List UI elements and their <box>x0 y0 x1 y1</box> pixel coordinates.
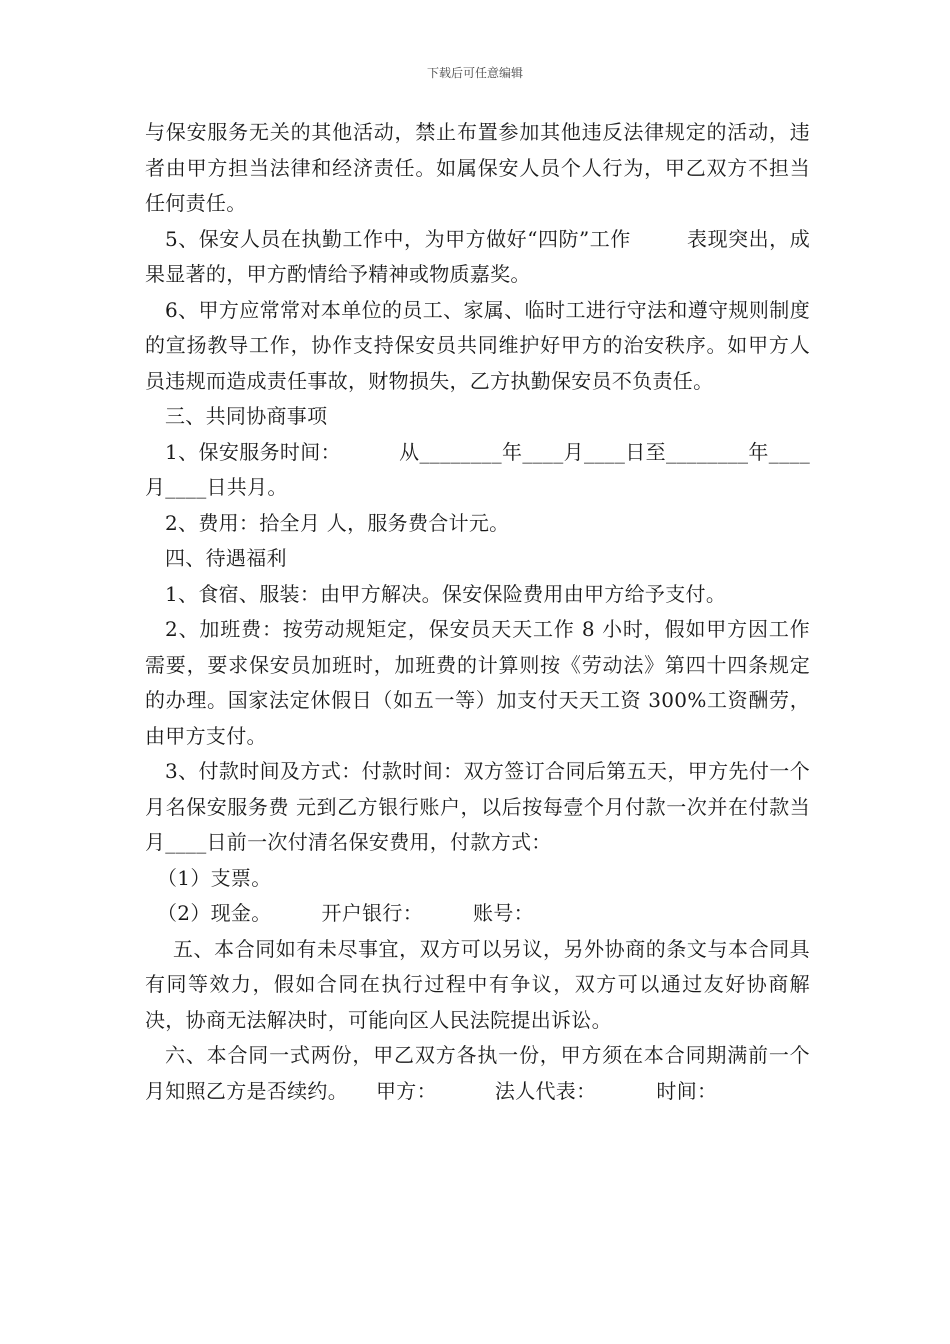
section-5-paragraph: 五、本合同如有未尽事宜，双方可以另议，另外协商的条文与本合同具有同等效力，假如合同在执行过程中有争议，双方可以通过友好协商解决，协商无法解决时，可能向区人民法院提出诉讼。 <box>145 936 810 1032</box>
sign-party-a: 甲方： <box>376 1078 437 1103</box>
fee-line: 2、费用：拾全月 人，服务费合计元。 <box>165 510 510 535</box>
paragraph-item-6: 6、甲方应常常对本单位的员工、家属、临时工进行守法和遵守规则制度的宣扬教导工作，协作支持保安员共同维护好甲方的治安秩序。如甲方人员违规而造成责任事故，财物损失，乙方执勤保安员不负责任。 <box>145 297 810 393</box>
paragraph-intro: 与保安服务无关的其他活动，禁止布置参加其他违反法律规定的活动，违者由甲方担当法律和经济责任。如属保安人员个人行为，甲乙双方不担当任何责任。 <box>145 120 810 215</box>
welfare-item-1: 1、食宿、服装：由甲方解决。保安保险费用由甲方给予支付。 <box>165 581 727 606</box>
sign-time: 时间： <box>656 1078 718 1103</box>
page-header: 下载后可任意编辑 <box>426 66 523 80</box>
payment-option-2-line <box>145 896 810 932</box>
document-body <box>145 115 810 1109</box>
section-3-heading: 三、共同协商事项 <box>165 404 328 428</box>
account-label: 账号： <box>473 901 534 925</box>
service-time-line <box>145 435 810 506</box>
service-time-value: 从________年____月____日至________年____月____日共月。 <box>145 439 810 499</box>
service-time-label: 1、保安服务时间： <box>165 439 342 464</box>
section-6-paragraph <box>145 1038 810 1109</box>
section-4-heading: 四、待遇福利 <box>165 546 287 570</box>
item-5-text-a: 5、保安人员在执勤工作中，为甲方做好“四防”工作 <box>165 226 631 251</box>
section-6-text: 六、本合同一式两份，甲乙双方各执一份，甲方须在本合同期满前一个月知照乙方是否续约。 <box>145 1043 810 1103</box>
paragraph-item-5 <box>145 222 810 293</box>
item-5-text-b: 表现突出，成果显著的，甲方酌情给予精神或物质嘉奖。 <box>145 226 810 286</box>
welfare-item-3: 3、付款时间及方式：付款时间：双方签订合同后第五天，甲方先付一个月名保安服务费 元到乙方银行账户，以后按每壹个月付款一次并在付款当月____日前一次付清名保安费用，付款方式： <box>145 759 810 854</box>
sign-legal-rep: 法人代表： <box>494 1078 597 1103</box>
payment-option-1: （1）支票。 <box>157 865 272 890</box>
payment-option-2: （2）现金。 <box>157 901 272 925</box>
welfare-item-2: 2、加班费：按劳动规矩定，保安员天天工作 8 小时，假如甲方因工作需要，要求保安员加班时，加班费的计算则按《劳动法》第四十四条规定的办理。国家法定休假日（如五一等）加支付天天工资 300%工资酬劳，由甲方支付。 <box>145 617 810 748</box>
bank-label: 开户银行： <box>321 901 424 925</box>
